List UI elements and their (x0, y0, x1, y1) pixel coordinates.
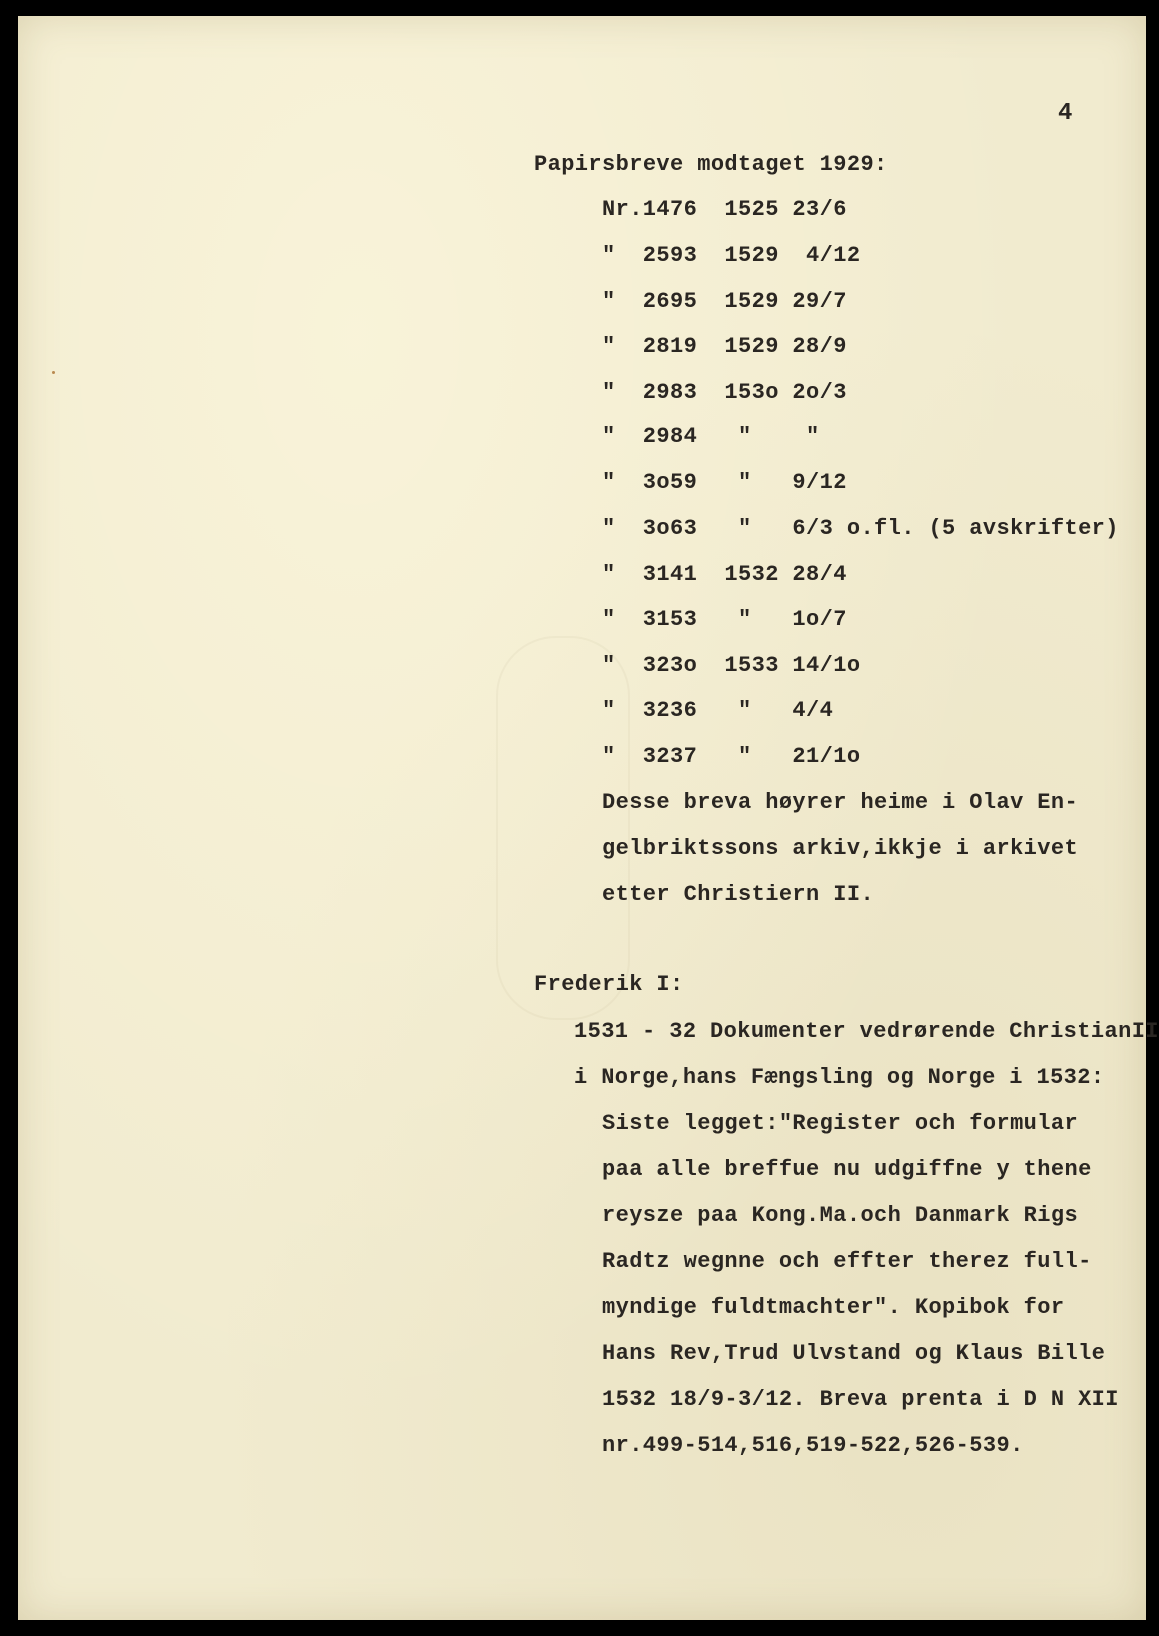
section2-line: 1531 - 32 Dokumenter vedrørende ChristianII (574, 1019, 1159, 1044)
entry-line: " 2695 1529 29/7 (602, 289, 847, 314)
section2-line: i Norge,hans Fængsling og Norge i 1532: (574, 1065, 1105, 1090)
section2-body-line: nr.499-514,516,519-522,526-539. (602, 1433, 1024, 1458)
entry-line: " 3236 " 4/4 (602, 698, 834, 723)
entry-line: " 2593 1529 4/12 (602, 243, 861, 268)
entry-line: Nr.1476 1525 23/6 (602, 197, 847, 222)
paper-speck (52, 371, 55, 374)
entry-line: " 3o63 " 6/3 o.fl. (5 avskrifter) (602, 516, 1119, 541)
note-line: etter Christiern II. (602, 882, 875, 907)
entry-line: " 3153 " 1o/7 (602, 607, 847, 632)
entry-line: " 3141 1532 28/4 (602, 562, 847, 587)
note-line: Desse breva høyrer heime i Olav En- (602, 790, 1079, 815)
section-heading-frederik: Frederik I: (534, 972, 684, 997)
entry-line: " 2984 " " (602, 424, 820, 449)
section2-body-line: Siste legget:"Register och formular (602, 1111, 1079, 1136)
entry-line: " 3o59 " 9/12 (602, 470, 847, 495)
entry-line: " 2983 153o 2o/3 (602, 380, 847, 405)
page-number: 4 (1058, 100, 1073, 127)
section2-body-line: Radtz wegnne och effter therez full- (602, 1249, 1092, 1274)
entry-line: " 3237 " 21/1o (602, 744, 861, 769)
entry-line: " 323o 1533 14/1o (602, 653, 861, 678)
faint-stamp-mark (496, 636, 630, 1020)
section-heading-papirsbreve: Papirsbreve modtaget 1929: (534, 152, 888, 177)
document-page (18, 16, 1159, 1620)
section2-body-line: reysze paa Kong.Ma.och Danmark Rigs (602, 1203, 1079, 1228)
note-line: gelbriktssons arkiv,ikkje i arkivet (602, 836, 1079, 861)
section2-body-line: paa alle breffue nu udgiffne y thene (602, 1157, 1092, 1182)
section2-body-line: 1532 18/9-3/12. Breva prenta i D N XII (602, 1387, 1119, 1412)
entry-line: " 2819 1529 28/9 (602, 334, 847, 359)
section2-body-line: myndige fuldtmachter". Kopibok for (602, 1295, 1065, 1320)
section2-body-line: Hans Rev,Trud Ulvstand og Klaus Bille (602, 1341, 1106, 1366)
